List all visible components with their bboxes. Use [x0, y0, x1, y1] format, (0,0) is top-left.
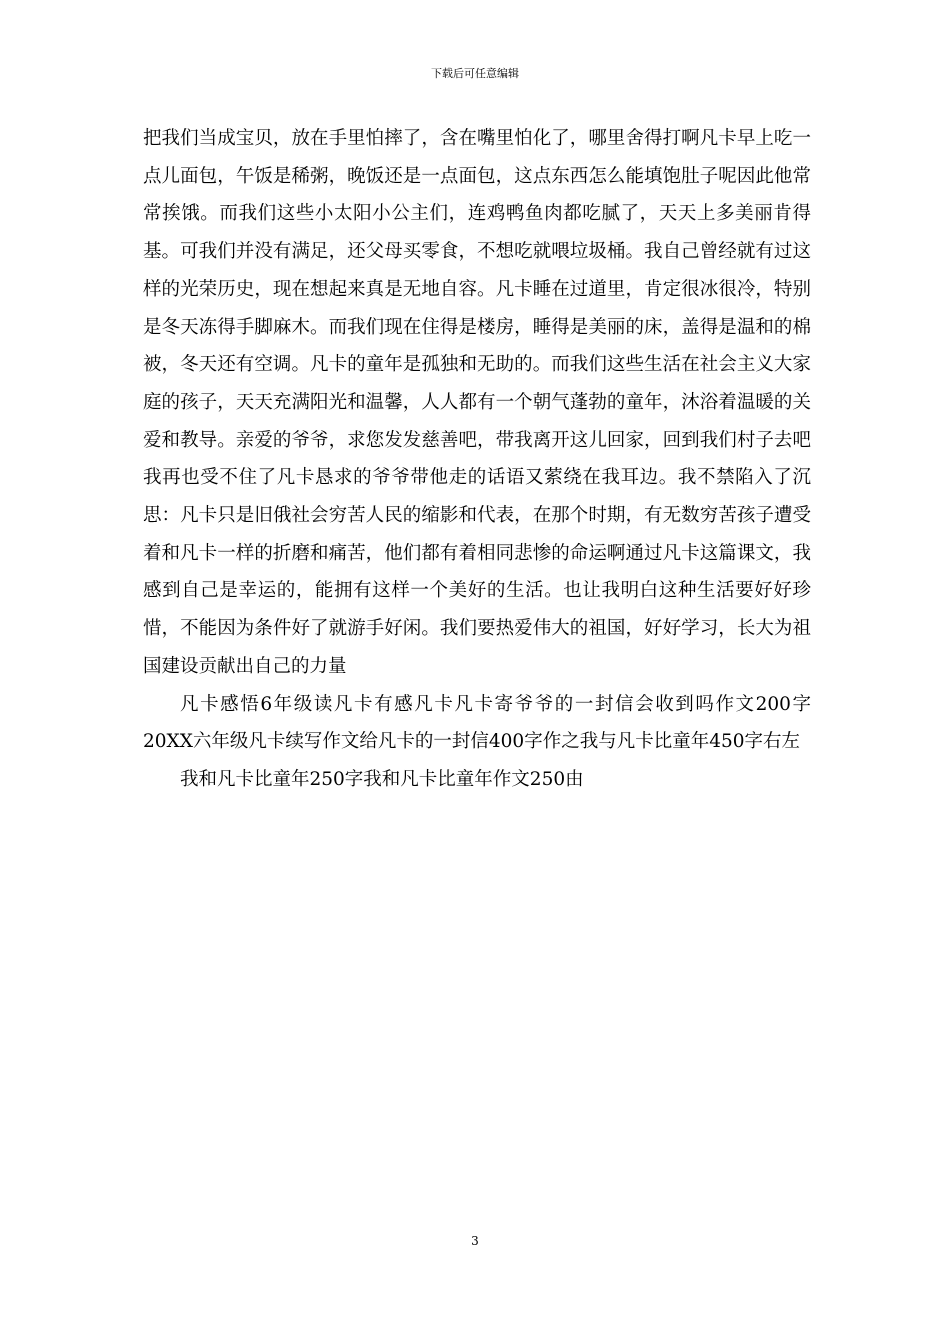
page-number: 3	[471, 1234, 479, 1248]
paragraph-main: 把我们当成宝贝，放在手里怕摔了，含在嘴里怕化了，哪里舍得打啊凡卡早上吃一点儿面包，午饭是稀粥，晚饭还是一点面包，这点东西怎么能填饱肚子呢因此他常常挨饿。而我们这些小太阳小公主们，连鸡鸭鱼肉都吃腻了，天天上多美丽肯得基。可我们并没有满足，还父母买零食，不想吃就喂垃圾桶。我自己曾经就有过这样的光荣历史，现在想起来真是无地自容。凡卡睡在过道里，肯定很冰很冷，特别是冬天冻得手脚麻木。而我们现在住得是楼房，睡得是美丽的床，盖得是温和的棉被，冬天还有空调。凡卡的童年是孤独和无助的。而我们这些生活在社会主义大家庭的孩子，天天充满阳光和温馨，人人都有一个朝气蓬勃的童年，沐浴着温暖的关爱和教导。亲爱的爷爷，求您发发慈善吧，带我离开这儿回家，回到我们村子去吧我再也受不住了凡卡恳求的爷爷带他走的话语又萦绕在我耳边。我不禁陷入了沉思：凡卡只是旧俄社会穷苦人民的缩影和代表，在那个时期，有无数穷苦孩子遭受着和凡卡一样的折磨和痛苦，他们都有着相同悲惨的命运啊通过凡卡这篇课文，我感到自己是幸运的，能拥有这样一个美好的生活。也让我明白这种生活要好好珍惜，不能因为条件好了就游手好闲。我们要热爱伟大的祖国，好好学习，长大为祖国建设贡献出自己的力量	[143, 128, 811, 677]
page-header: 下载后可任意编辑	[431, 67, 519, 80]
paragraph-related-title: 我和凡卡比童年250字我和凡卡比童年作文250由	[180, 768, 584, 790]
paragraph-related-essays: 凡卡感悟6年级读凡卡有感凡卡凡卡寄爷爷的一封信会收到吗作文200字20XX六年级凡卡续写作文给凡卡的一封信400字作之我与凡卡比童年450字右左	[143, 693, 811, 753]
document-body	[143, 120, 811, 799]
